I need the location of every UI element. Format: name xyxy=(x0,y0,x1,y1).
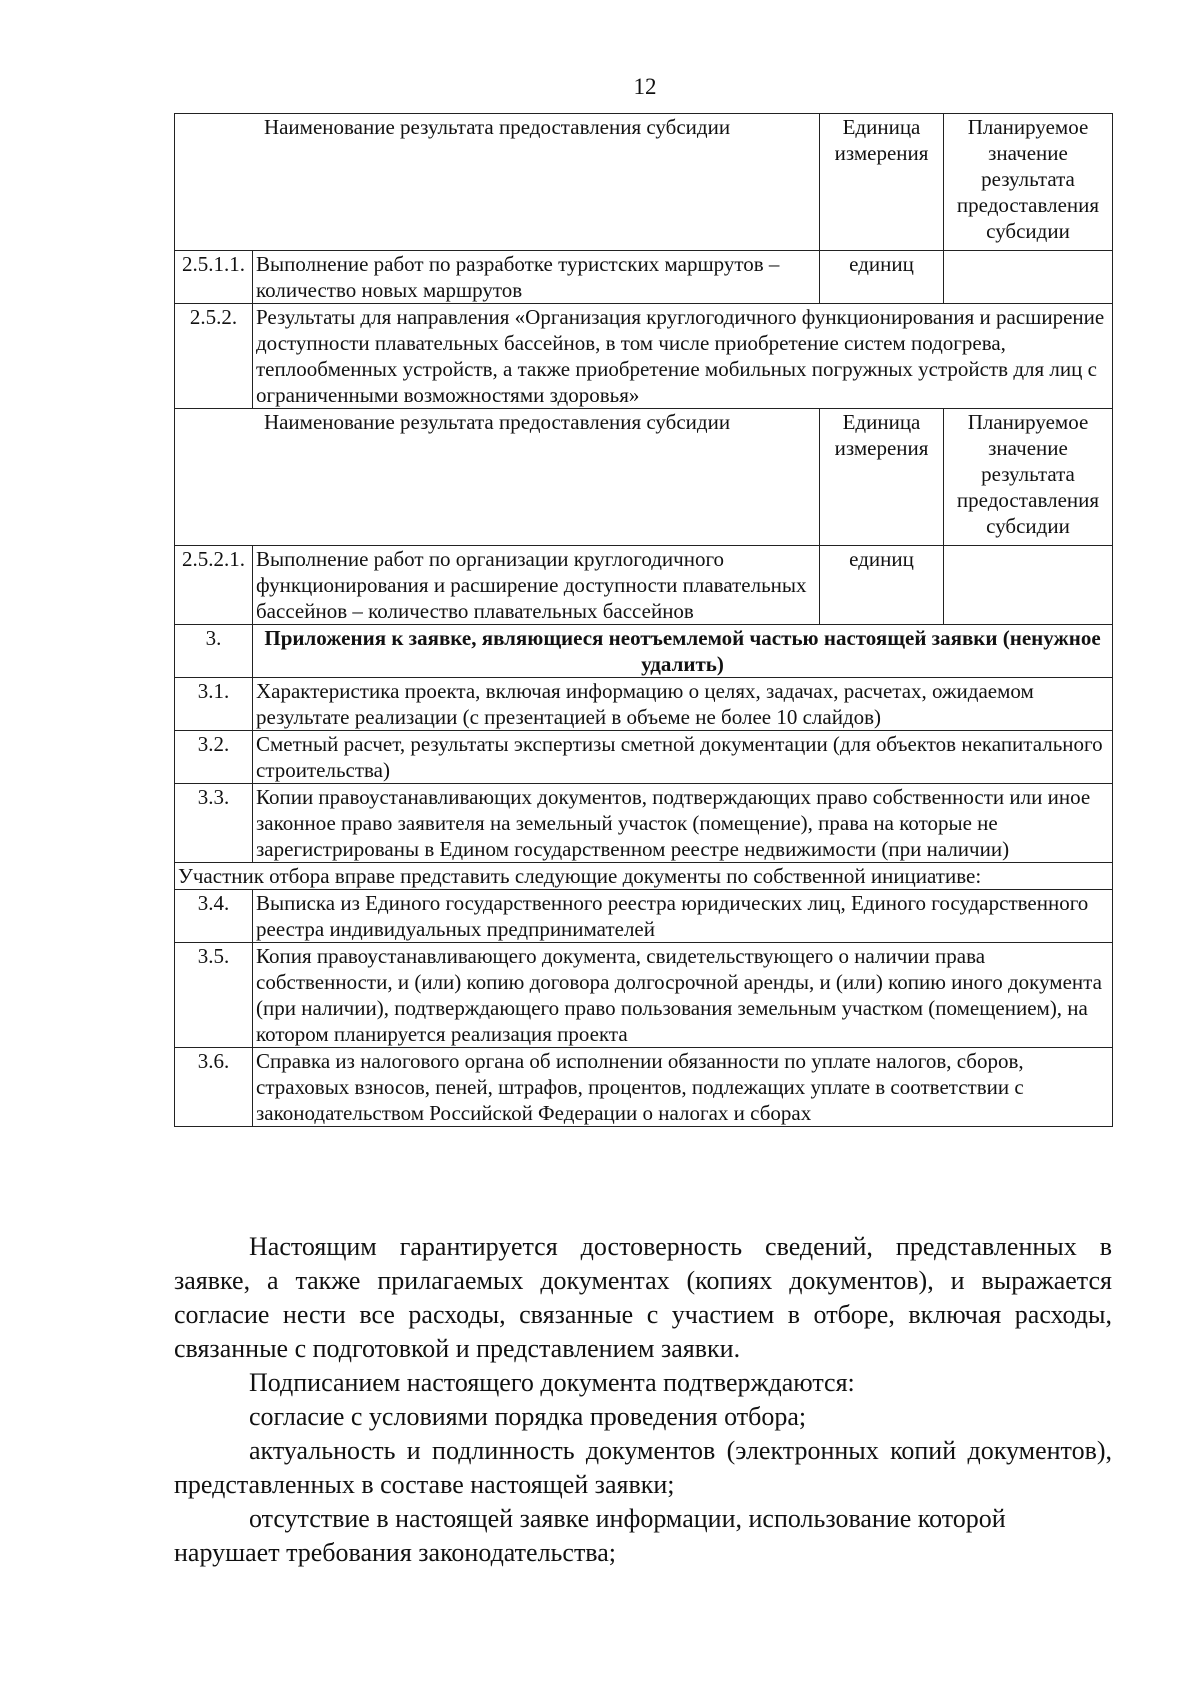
header-unit-cell: Единица измерения xyxy=(820,114,944,251)
initiative-text: Участник отбора вправе представить следующие документы по собственной инициативе: xyxy=(175,863,1113,890)
paragraph-no-violation: отсутствие в настоящей заявке информации, использование которой нарушает требования законодательства; xyxy=(174,1504,1006,1567)
header-planned-cell: Планируемое значение результата предоставления субсидии xyxy=(944,114,1113,251)
table-row xyxy=(175,251,1113,304)
row-planned-value xyxy=(944,546,1113,625)
row-text: Выполнение работ по организации круглогодичного функционирования и расширение доступности плавательных бассейнов – количество плавательных бассейнов xyxy=(253,546,820,625)
row-number: 3.6. xyxy=(175,1048,253,1127)
initiative-row xyxy=(175,863,1113,890)
row-text: Сметный расчет, результаты экспертизы сметной документации (для объектов некапитального строительства) xyxy=(253,731,1113,784)
header-unit-cell: Единица измерения xyxy=(820,409,944,546)
table-row xyxy=(175,943,1113,1048)
paragraph-signature-intro: Подписанием настоящего документа подтверждаются: xyxy=(249,1368,855,1397)
row-unit: единиц xyxy=(820,251,944,304)
row-number: 2.5.1.1. xyxy=(175,251,253,304)
row-text: Копии правоустанавливающих документов, подтверждающих право собственности или иное законное право заявителя на земельный участок (помещение), права на которые не зарегистрированы в Едином государственном реестре недвижимости (при наличии) xyxy=(253,784,1113,863)
row-text: Справка из налогового органа об исполнении обязанности по уплате налогов, сборов, страховых взносов, пеней, штрафов, процентов, подлежащих уплате в соответствии с законодательством Российской Федерации о налогах и сборах xyxy=(253,1048,1113,1127)
row-planned-value xyxy=(944,251,1113,304)
row-number: 3.4. xyxy=(175,890,253,943)
table-row xyxy=(175,890,1113,943)
table-row xyxy=(175,546,1113,625)
section-title: Приложения к заявке, являющиеся неотъемлемой частью настоящей заявки (ненужное удалить) xyxy=(253,625,1113,678)
page-number: 12 xyxy=(633,74,657,99)
row-number: 3.2. xyxy=(175,731,253,784)
row-number: 3.1. xyxy=(175,678,253,731)
body-text xyxy=(174,1230,1112,1570)
header-planned-cell: Планируемое значение результата предоставления субсидии xyxy=(944,409,1113,546)
row-number: 3. xyxy=(175,625,253,678)
section-header-row xyxy=(175,625,1113,678)
header-name-cell: Наименование результата предоставления субсидии xyxy=(175,114,820,251)
row-number: 3.5. xyxy=(175,943,253,1048)
table-row xyxy=(175,1048,1113,1127)
row-text: Выполнение работ по разработке туристских маршрутов – количество новых маршрутов xyxy=(253,251,820,304)
row-number: 2.5.2. xyxy=(175,304,253,409)
row-number: 2.5.2.1. xyxy=(175,546,253,625)
row-text: Характеристика проекта, включая информацию о целях, задачах, расчетах, ожидаемом результате реализации (с презентацией в объеме не более 10 слайдов) xyxy=(253,678,1113,731)
row-number: 3.3. xyxy=(175,784,253,863)
row-text: Копия правоустанавливающего документа, свидетельствующего о наличии права собственности, и (или) копию договора долгосрочной аренды, и (или) копию иного документа (при наличии), подтверждающего право пользования земельным участком (помещением), на котором планируется реализация проекта xyxy=(253,943,1113,1048)
row-text: Результаты для направления «Организация круглогодичного функционирования и расширение доступности плавательных бассейнов, в том числе приобретение систем подогрева, теплообменных устройств, а также приобретение мобильных погружных устройств для лиц с ограниченными возможностями здоровья» xyxy=(253,304,1113,409)
paragraph-authenticity: актуальность и подлинность документов (электронных копий документов), представленных в составе настоящей заявки; xyxy=(174,1436,1112,1499)
table-row xyxy=(175,678,1113,731)
table-header-row xyxy=(175,114,1113,251)
header-name-cell: Наименование результата предоставления субсидии xyxy=(175,409,820,546)
paragraph-agreement: согласие с условиями порядка проведения отбора; xyxy=(249,1402,807,1431)
paragraph-guarantee: Настоящим гарантируется достоверность сведений, представленных в заявке, а также прилагаемых документах (копиях документов), и выражается согласие нести все расходы, связанные с участием в отборе, включая расходы, связанные с подготовкой и представлением заявки. xyxy=(174,1232,1112,1363)
row-text: Выписка из Единого государственного реестра юридических лиц, Единого государственного реестра индивидуальных предпринимателей xyxy=(253,890,1113,943)
table-row xyxy=(175,731,1113,784)
application-table xyxy=(174,113,1113,1127)
table-row xyxy=(175,304,1113,409)
table-header-row xyxy=(175,409,1113,546)
row-unit: единиц xyxy=(820,546,944,625)
table-row xyxy=(175,784,1113,863)
